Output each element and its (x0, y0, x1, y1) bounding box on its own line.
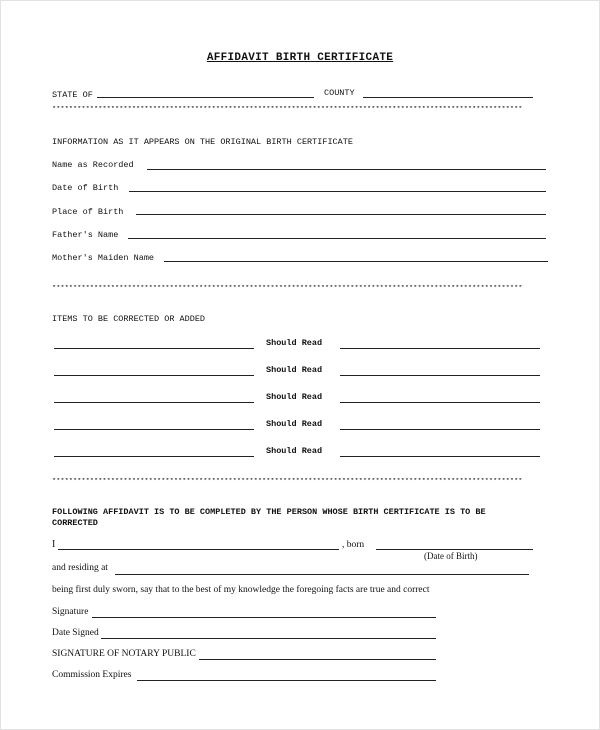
mothers-maiden-name-label: Mother's Maiden Name (52, 253, 155, 263)
separator-3: **************************************************************************************************************** (52, 478, 523, 486)
mothers-maiden-name-field[interactable] (164, 261, 548, 262)
sworn-statement: being first duly sworn, say that to the best of my knowledge the foregoing facts are true and correct (52, 585, 430, 595)
should-read-field[interactable] (340, 402, 540, 403)
residing-address-field[interactable] (115, 574, 529, 575)
correction-item-field[interactable] (54, 429, 254, 430)
should-read-label: Should Read (266, 419, 323, 429)
born-date-field[interactable] (376, 549, 533, 550)
should-read-field[interactable] (340, 456, 540, 457)
commission-expires-label: Commission Expires (52, 670, 132, 680)
info-heading: INFORMATION AS IT APPEARS ON THE ORIGINAL BIRTH CERTIFICATE (52, 137, 353, 147)
should-read-field[interactable] (340, 348, 540, 349)
born-label: , born (342, 540, 365, 550)
date-signed-label: Date Signed (52, 628, 99, 638)
date-of-birth-field[interactable] (129, 191, 546, 192)
correction-item-field[interactable] (54, 456, 254, 457)
i-label: I (52, 539, 56, 550)
state-field[interactable] (97, 97, 314, 98)
commission-expires-field[interactable] (137, 680, 436, 681)
place-of-birth-label: Place of Birth (52, 207, 124, 217)
separator-2: **************************************************************************************************************** (52, 285, 523, 293)
date-signed-field[interactable] (101, 638, 436, 639)
notary-signature-field[interactable] (199, 659, 436, 660)
affidavit-heading: FOLLOWING AFFIDAVIT IS TO BE COMPLETED BY THE PERSON WHOSE BIRTH CERTIFICATE IS TO BE CORRECTED (52, 507, 486, 528)
name-recorded-field[interactable] (147, 169, 546, 170)
name-recorded-label: Name as Recorded (52, 160, 134, 170)
correction-item-field[interactable] (54, 348, 254, 349)
correction-item-field[interactable] (54, 375, 254, 376)
date-of-birth-label: Date of Birth (52, 183, 119, 193)
signature-label: Signature (52, 607, 89, 617)
affiant-name-field[interactable] (58, 549, 339, 550)
notary-label: SIGNATURE OF NOTARY PUBLIC (52, 649, 196, 659)
dob-caption: (Date of Birth) (424, 551, 478, 561)
should-read-label: Should Read (266, 446, 323, 456)
correction-item-field[interactable] (54, 402, 254, 403)
items-heading: ITEMS TO BE CORRECTED OR ADDED (52, 314, 206, 324)
signature-field[interactable] (92, 617, 436, 618)
should-read-label: Should Read (266, 338, 323, 348)
fathers-name-field[interactable] (128, 238, 546, 239)
county-field[interactable] (363, 97, 533, 98)
should-read-field[interactable] (340, 375, 540, 376)
place-of-birth-field[interactable] (136, 214, 546, 215)
should-read-field[interactable] (340, 429, 540, 430)
state-label: STATE OF (52, 90, 93, 100)
county-label: COUNTY (324, 88, 355, 98)
fathers-name-label: Father's Name (52, 230, 119, 240)
should-read-label: Should Read (266, 365, 323, 375)
document-title: AFFIDAVIT BIRTH CERTIFICATE (206, 52, 394, 64)
should-read-label: Should Read (266, 392, 323, 402)
residing-label: and residing at (52, 563, 108, 573)
separator-1: **************************************************************************************************************** (52, 106, 523, 114)
